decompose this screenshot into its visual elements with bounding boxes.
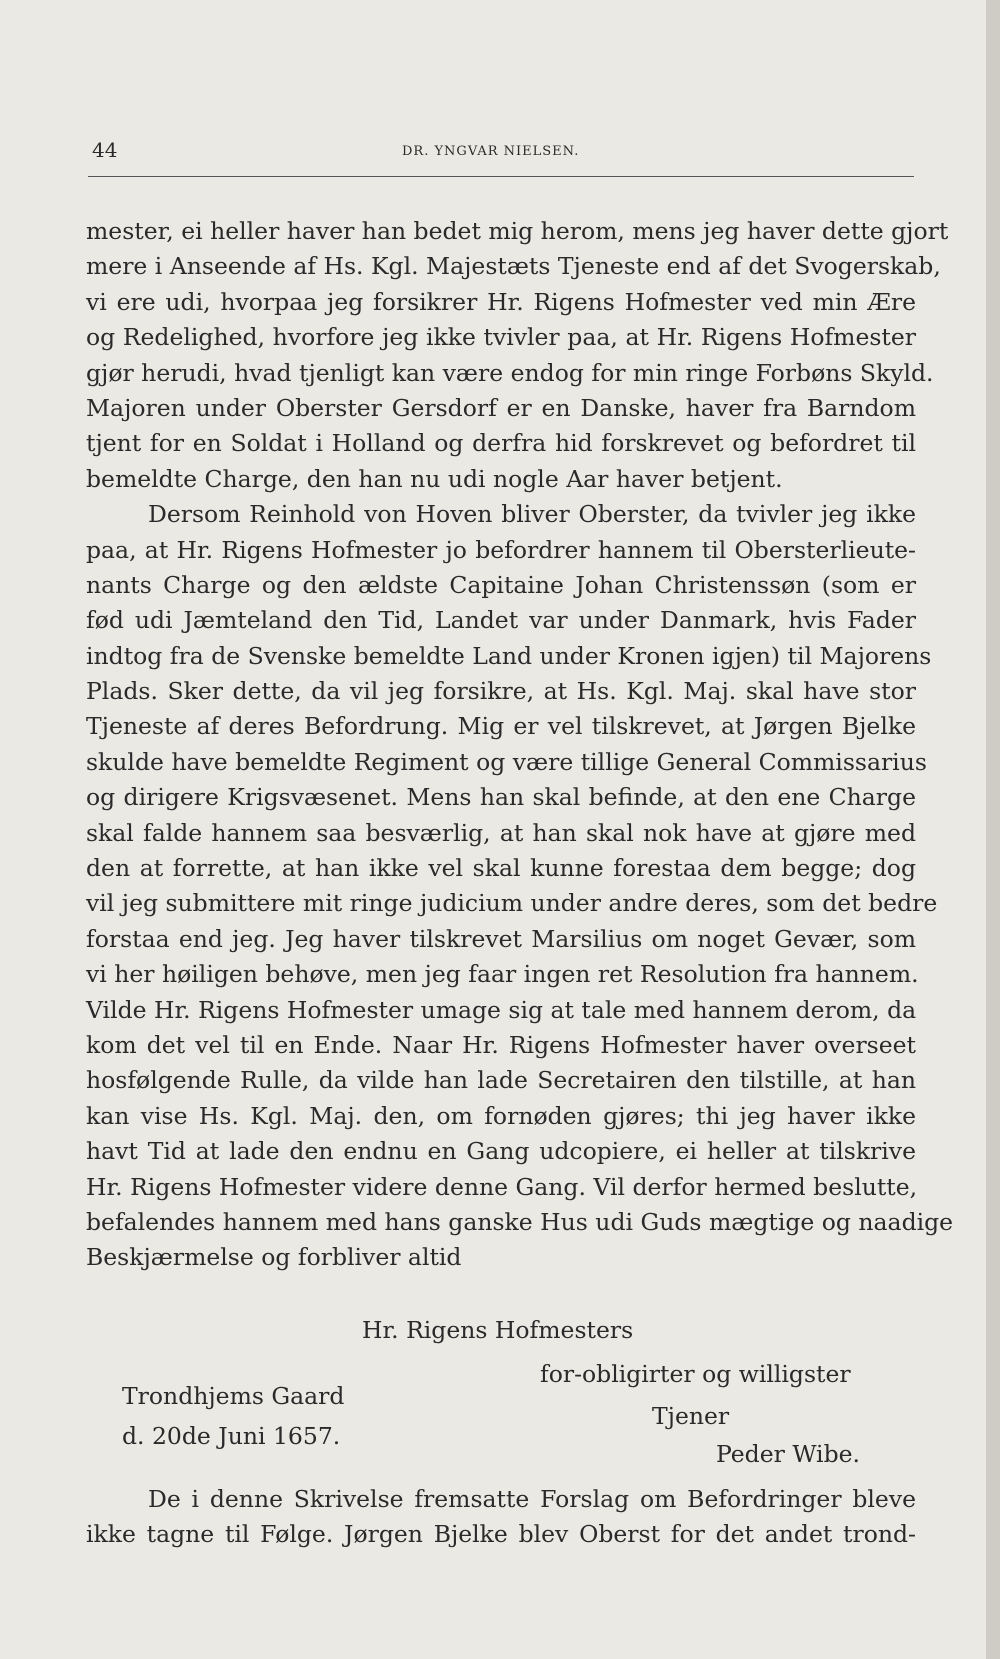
text-line: vi ere udi, hvorpaa jeg forsikrer Hr. Rigens Hofmester ved min Ære [86, 287, 916, 316]
text-line: mester, ei heller haver han bedet mig herom, mens jeg haver dette gjort [86, 217, 949, 245]
editor-note [86, 1482, 916, 1553]
text-line: Majoren under Oberster Gersdorf er en Danske, haver fra Barndom [86, 393, 916, 422]
text-line: forstaa end jeg. Jeg haver tilskrevet Marsilius om noget Gevær, som [86, 924, 916, 953]
text-line: havt Tid at lade den endnu en Gang udcopiere, ei heller at tilskrive [86, 1137, 916, 1166]
text-line: kan vise Hs. Kgl. Maj. den, om fornøden gjøres; thi jeg haver ikke [86, 1101, 916, 1130]
header-rule [88, 176, 914, 177]
text-line: vil jeg submittere mit ringe judicium under andre deres, som det bedre [86, 889, 938, 918]
page-edge-shadow [986, 0, 1000, 1659]
text-line: skulde have bemeldte Regiment og være tillige General Commissarius [86, 747, 927, 776]
letter-place: Trondhjems Gaard [122, 1382, 345, 1410]
text-line: ikke tagne til Følge. Jørgen Bjelke blev Oberst for det andet trond- [86, 1520, 916, 1549]
closing-servant: Tjener [652, 1402, 730, 1430]
text-line: indtog fra de Svenske bemeldte Land under Kronen igjen) til Majorens [86, 641, 932, 670]
text-line: befalendes hannem med hans ganske Hus udi Guds mægtige og naadige [86, 1207, 954, 1236]
letter-date: d. 20de Juni 1657. [122, 1422, 341, 1450]
text-line: den at forrette, at han ikke vel skal kunne forestaa dem begge; dog [86, 854, 916, 883]
text-line: Plads. Sker dette, da vil jeg forsikre, at Hs. Kgl. Maj. skal have stor [86, 677, 916, 706]
text-line: Vilde Hr. Rigens Hofmester umage sig at tale med hannem derom, da [86, 995, 917, 1024]
text-line: vi her høiligen behøve, men jeg faar ingen ret Resolution fra hannem. [86, 960, 919, 989]
text-line: skal falde hannem saa besværlig, at han skal nok have at gjøre med [86, 818, 916, 847]
text-line: Beskjærmelse og forbliver altid [86, 1243, 462, 1272]
text-line: gjør herudi, hvad tjenligt kan være endog for min ringe Forbøns Skyld. [86, 358, 934, 387]
text-line: Dersom Reinhold von Hoven bliver Oberster, da tvivler jeg ikke [148, 500, 916, 529]
text-line: Hr. Rigens Hofmester videre denne Gang. Vil derfor hermed beslutte, [86, 1172, 918, 1201]
closing-salutation: Hr. Rigens Hofmesters [362, 1316, 634, 1344]
text-line: hosfølgende Rulle, da vilde han lade Secretairen den tilstille, at han [86, 1066, 916, 1095]
text-line: og dirigere Krigsvæsenet. Mens han skal befinde, at den ene Charge [86, 783, 916, 812]
letter-body [86, 214, 954, 1276]
signature: Peder Wibe. [716, 1440, 860, 1468]
closing-obligation: for-obligirter og willigster [540, 1360, 851, 1388]
text-line: og Redelighed, hvorfore jeg ikke tvivler paa, at Hr. Rigens Hofmester [86, 323, 916, 352]
text-line: mere i Anseende af Hs. Kgl. Majestæts Tjeneste end af det Svogerskab, [86, 252, 941, 281]
page-number: 44 [92, 138, 118, 162]
text-line: kom det vel til en Ende. Naar Hr. Rigens Hofmester haver overseet [86, 1030, 916, 1059]
text-line: fød udi Jæmteland den Tid, Landet var under Danmark, hvis Fader [86, 606, 916, 635]
running-head: DR. YNGVAR NIELSEN. [402, 144, 580, 159]
text-line: tjent for en Soldat i Holland og derfra hid forskrevet og befordret til [86, 429, 916, 458]
text-line: nants Charge og den ældste Capitaine Johan Christenssøn (som er [86, 570, 916, 599]
text-line: bemeldte Charge, den han nu udi nogle Aar haver betjent. [86, 464, 783, 493]
text-line: De i denne Skrivelse fremsatte Forslag om Befordringer bleve [148, 1485, 916, 1513]
text-line: paa, at Hr. Rigens Hofmester jo befordrer hannem til Obersterlieute- [86, 535, 916, 564]
text-line: Tjeneste af deres Befordrung. Mig er vel tilskrevet, at Jørgen Bjelke [86, 712, 916, 741]
